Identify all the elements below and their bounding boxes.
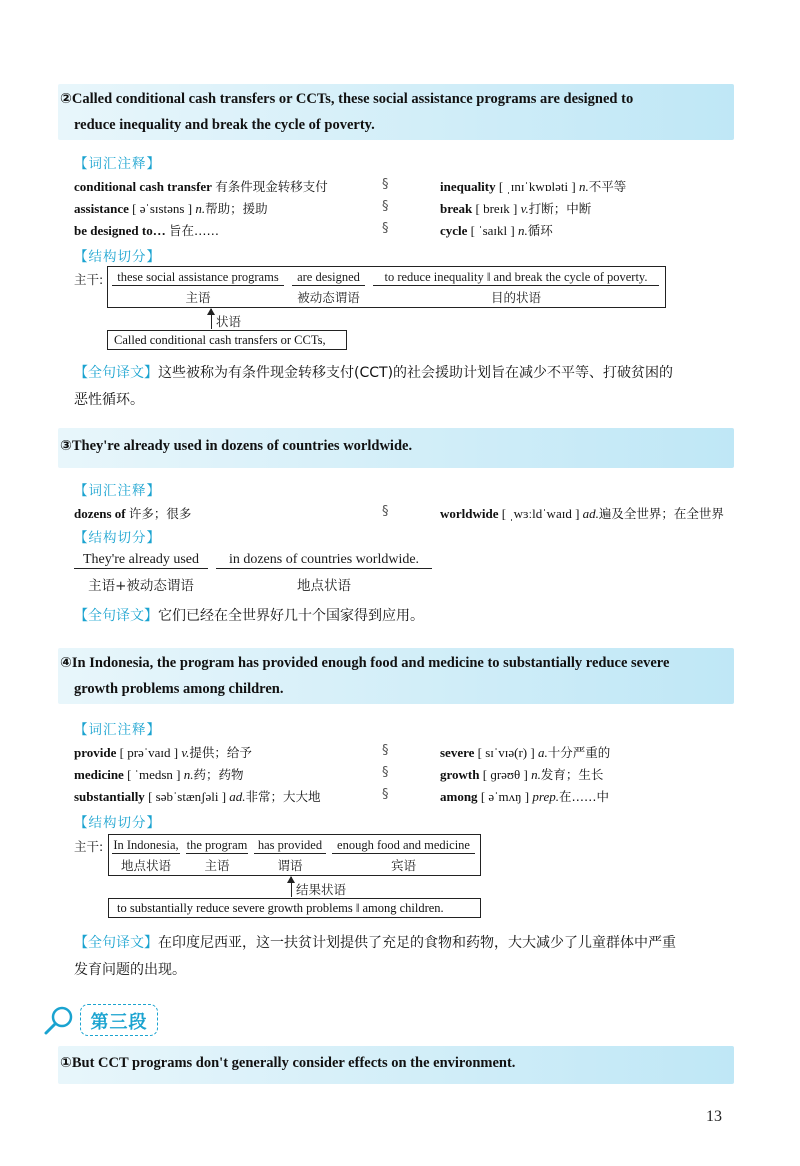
segment-purpose: to reduce inequality ‖ and break the cycle of poverty. xyxy=(373,270,659,286)
separator-icon: § xyxy=(382,765,389,780)
section-title: 第三段 xyxy=(90,1012,148,1033)
segment-place-4: In Indonesia, xyxy=(113,838,179,852)
sentence-4-number: ④ xyxy=(60,655,72,671)
translation-3: 【全句译文】它们已经在全世界好几十个国家得到应用。 xyxy=(74,608,424,624)
arrow-label-2: 状语 xyxy=(216,314,242,329)
vocab-2-1: inequality [ ˌɪnɪˈkwɒləti ] n.不平等 xyxy=(440,179,627,194)
vocab-tag-4: 【词汇注释】 xyxy=(74,722,161,738)
sentence-3-line1: They're already used in dozens of countries worldwide. xyxy=(71,438,413,454)
vocab-4-5: among [ əˈmʌŋ ] prep.在……中 xyxy=(440,789,609,804)
vocab-2-3: break [ breɪk ] v.打断；中断 xyxy=(440,201,592,216)
main-label-4: 主干: xyxy=(74,839,104,854)
separator-icon: § xyxy=(382,199,389,214)
vocab-4-3: growth [ ɡrəʊθ ] n.发育；生长 xyxy=(440,767,604,782)
vocab-2-4: be designed to… 旨在…… xyxy=(74,223,219,238)
struct-tag-2: 【结构切分】 xyxy=(74,249,161,265)
vocab-2-5: cycle [ ˈsaɪkl ] n.循环 xyxy=(440,223,553,238)
separator-icon: § xyxy=(382,221,389,236)
segment-predicate-4: has provided xyxy=(254,838,326,854)
modifier-box-4: to substantially reduce severe growth problems ‖ among children. xyxy=(108,898,481,918)
vocab-3-1: worldwide [ ˌwɜːldˈwaɪd ] ad.遍及全世界；在全世界 xyxy=(440,506,724,521)
sentence-2-line2: reduce inequality and break the cycle of poverty. xyxy=(74,117,375,133)
vocab-4-2: medicine [ ˈmedsn ] n.药；药物 xyxy=(74,767,244,782)
separator-icon: § xyxy=(382,743,389,758)
sentence-p3-1 xyxy=(60,1050,730,1076)
vocab-4-0: provide [ prəˈvaɪd ] v.提供；给予 xyxy=(74,745,252,760)
vocab-4-1: severe [ sɪˈvɪə(r) ] a.十分严重的 xyxy=(440,745,611,760)
vocab-2-2: assistance [ əˈsɪstəns ] n.帮助；援助 xyxy=(74,201,268,216)
sentence-p3-1-line1: But CCT programs don't generally consider effects on the environment. xyxy=(71,1055,516,1071)
label-object-4: 宾语 xyxy=(390,858,416,873)
modifier-box-2: Called conditional cash transfers or CCTs, xyxy=(107,330,347,350)
arrow-label-4: 结果状语 xyxy=(296,882,347,897)
label-subject-predicate: 主语+被动态谓语 xyxy=(88,578,194,594)
arrow-up-icon xyxy=(211,309,212,329)
struct-tag-4: 【结构切分】 xyxy=(74,815,161,831)
segment-subject-predicate: They're already used xyxy=(74,552,208,569)
label-subject: 主语 xyxy=(185,290,211,305)
sentence-3-number: ③ xyxy=(60,438,72,454)
sentence-p3-1-number: ① xyxy=(60,1055,72,1071)
trans-tag-2: 【全句译文】 xyxy=(74,365,158,381)
sentence-4 xyxy=(60,650,730,702)
label-subject-4: 主语 xyxy=(204,858,230,873)
vocab-tag-2: 【词汇注释】 xyxy=(74,156,161,172)
segment-subject: these social assistance programs xyxy=(112,270,284,286)
sentence-2-line1: Called conditional cash transfers or CCTs, these social assistance programs are designed to xyxy=(71,91,634,107)
label-place: 地点状语 xyxy=(297,578,351,594)
sentence-2-number: ② xyxy=(60,91,72,107)
label-predicate-4: 谓语 xyxy=(277,858,303,873)
segment-object-4: enough food and medicine xyxy=(332,838,475,854)
label-purpose: 目的状语 xyxy=(490,290,541,305)
vocab-3-0: dozens of 许多；很多 xyxy=(74,506,192,521)
arrow-up-icon xyxy=(291,877,292,897)
trans-tag-3: 【全句译文】 xyxy=(74,608,158,624)
translation-2: 【全句译文】这些被称为有条件现金转移支付(CCT)的社会援助计划旨在减少不平等、打破贫困的 恶性循环。 xyxy=(74,365,674,408)
magnifier-icon xyxy=(42,1003,76,1037)
translation-4: 【全句译文】在印度尼西亚，这一扶贫计划提供了充足的食物和药物，大大减少了儿童群体中严重 发育问题的出现。 xyxy=(74,935,676,978)
segment-place: in dozens of countries worldwide. xyxy=(216,552,432,569)
struct-tag-3: 【结构切分】 xyxy=(74,530,161,546)
sentence-2 xyxy=(60,86,730,138)
sentence-4-line2: growth problems among children. xyxy=(74,681,284,697)
label-predicate: 被动态谓语 xyxy=(297,290,360,305)
sentence-4-line1: In Indonesia, the program has provided enough food and medicine to substantially reduce severe xyxy=(71,655,670,671)
label-place-4: 地点状语 xyxy=(120,858,171,873)
segment-predicate: are designed xyxy=(292,270,365,286)
vocab-tag-3: 【词汇注释】 xyxy=(74,483,161,499)
main-label-2: 主干: xyxy=(74,272,104,287)
vocab-2-0: conditional cash transfer 有条件现金转移支付 xyxy=(74,179,328,194)
sentence-3 xyxy=(60,433,730,459)
vocab-4-4: substantially [ səbˈstænʃəli ] ad.非常；大大地 xyxy=(74,789,321,804)
segment-subject-4: the program xyxy=(186,838,248,852)
separator-icon: § xyxy=(382,787,389,802)
separator-icon: § xyxy=(382,177,389,192)
page-number: 13 xyxy=(706,1108,722,1125)
trans-tag-4: 【全句译文】 xyxy=(74,935,158,951)
separator-icon: § xyxy=(382,504,389,519)
